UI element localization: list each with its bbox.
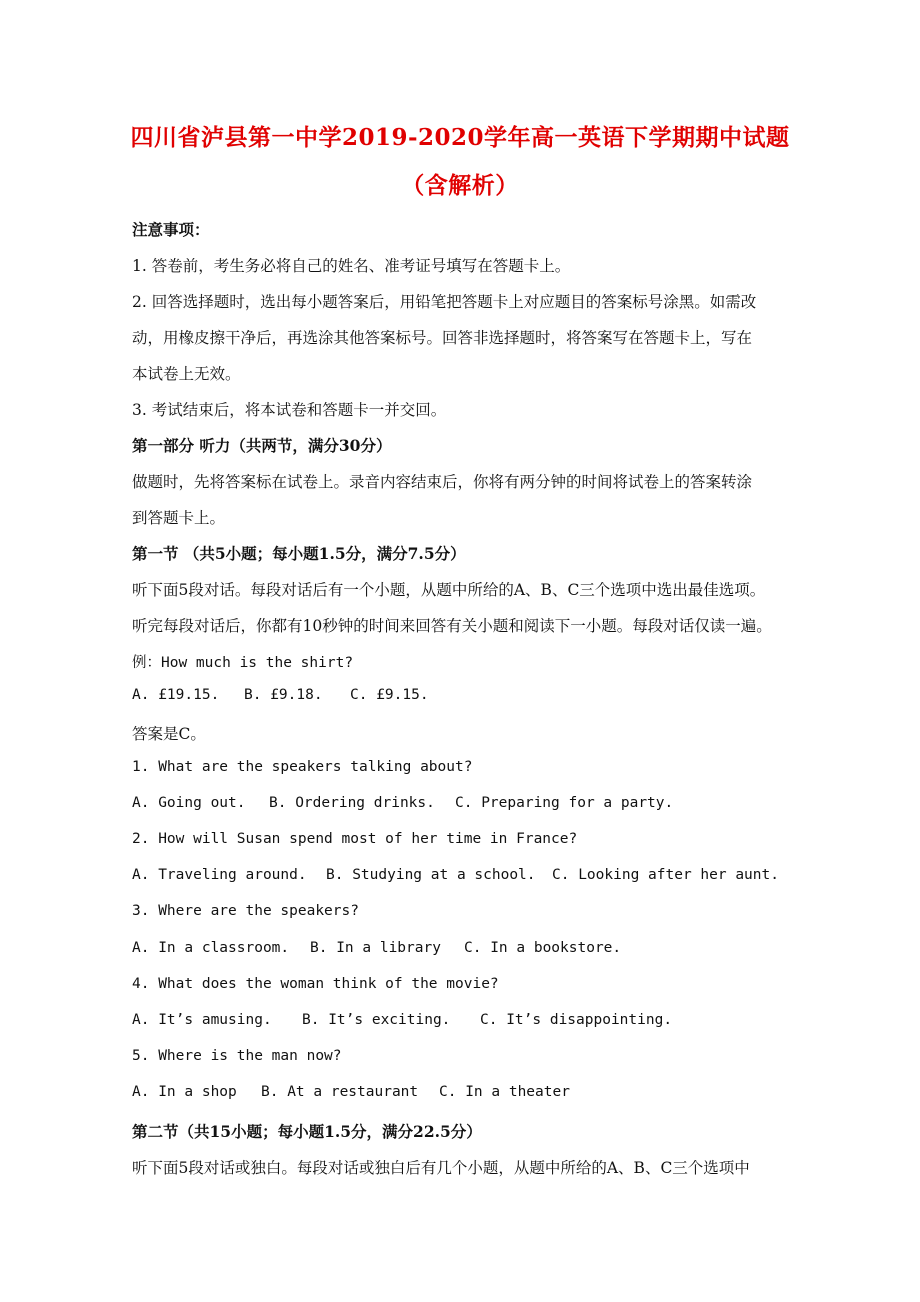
- question-1-option-b: B. Ordering drinks.: [269, 795, 435, 811]
- example-option-b: B. £9.18.: [244, 687, 323, 703]
- question-4-option-b: B. It’s exciting.: [302, 1012, 451, 1028]
- question-1-option-a: A. Going out.: [132, 795, 246, 811]
- question-1-options: [132, 795, 673, 811]
- notice-heading: 注意事项：: [132, 220, 210, 239]
- question-5-option-a: A. In a shop: [132, 1084, 237, 1100]
- question-4: 4. What does the woman think of the movie?: [132, 976, 499, 992]
- section1-heading: 第一节 （共5小题；每小题1.5分，满分7.5分）: [132, 544, 466, 563]
- question-2: 2. How will Susan spend most of her time in France?: [132, 831, 578, 847]
- question-5-options: [132, 1084, 570, 1100]
- question-2-option-a: A. Traveling around.: [132, 867, 307, 883]
- part1-instruction-line-2: 到答题卡上。: [132, 509, 226, 527]
- section2-heading: 第二节（共15小题；每小题1.5分，满分22.5分）: [132, 1122, 482, 1141]
- question-2-option-c: C. Looking after her aunt.: [552, 867, 779, 883]
- example-options: [132, 687, 429, 703]
- question-2-options: [132, 867, 779, 883]
- section2-instruction-line-1: 听下面5段对话或独白。每段对话或独白后有几个小题，从题中所给的A、B、C三个选项中: [132, 1159, 750, 1177]
- document-title: 四川省泸县第一中学2019-2020学年高一英语下学期期中试题（含解析）: [130, 124, 790, 199]
- example-question: 例：How much is the shirt?: [132, 655, 354, 671]
- question-3-option-b: B. In a library: [310, 940, 441, 956]
- question-3-option-a: A. In a classroom.: [132, 940, 290, 956]
- example-option-c: C. £9.15.: [350, 687, 429, 703]
- notice-item-2-line-3: 本试卷上无效。: [132, 365, 241, 383]
- notice-item-1: 1. 答卷前，考生务必将自己的姓名、准考证号填写在答题卡上。: [132, 257, 571, 275]
- example-answer: 答案是C。: [132, 725, 206, 743]
- section1-instruction-line-2: 听完每段对话后，你都有10秒钟的时间来回答有关小题和阅读下一小题。每段对话仅读一遍。: [132, 617, 772, 635]
- question-4-option-a: A. It’s amusing.: [132, 1012, 272, 1028]
- question-5: 5. Where is the man now?: [132, 1048, 342, 1064]
- question-3-option-c: C. In a bookstore.: [464, 940, 622, 956]
- question-3: 3. Where are the speakers?: [132, 903, 359, 919]
- notice-item-2-line-1: 2. 回答选择题时，选出每小题答案后，用铅笔把答题卡上对应题目的答案标号涂黑。如需改: [132, 293, 757, 311]
- question-3-options: [132, 940, 621, 956]
- section1-instruction-line-1: 听下面5段对话。每段对话后有一个小题，从题中所给的A、B、C三个选项中选出最佳选项。: [132, 581, 766, 599]
- question-1-option-c: C. Preparing for a party.: [455, 795, 674, 811]
- question-4-option-c: C. It’s disappointing.: [480, 1012, 673, 1028]
- question-4-options: [132, 1012, 672, 1028]
- question-2-option-b: B. Studying at a school.: [326, 867, 536, 883]
- question-5-option-c: C. In a theater: [439, 1084, 570, 1100]
- part1-heading: 第一部分 听力（共两节，满分30分）: [132, 436, 392, 455]
- question-1: 1. What are the speakers talking about?: [132, 759, 473, 775]
- question-5-option-b: B. At a restaurant: [261, 1084, 419, 1100]
- part1-instruction-line-1: 做题时，先将答案标在试卷上。录音内容结束后，你将有两分钟的时间将试卷上的答案转涂: [132, 473, 753, 491]
- notice-item-3: 3. 考试结束后，将本试卷和答题卡一并交回。: [132, 401, 447, 419]
- notice-item-2-line-2: 动，用橡皮擦干净后，再选涂其他答案标号。回答非选择题时，将答案写在答题卡上，写在: [132, 329, 753, 347]
- example-option-a: A. £19.15.: [132, 687, 220, 703]
